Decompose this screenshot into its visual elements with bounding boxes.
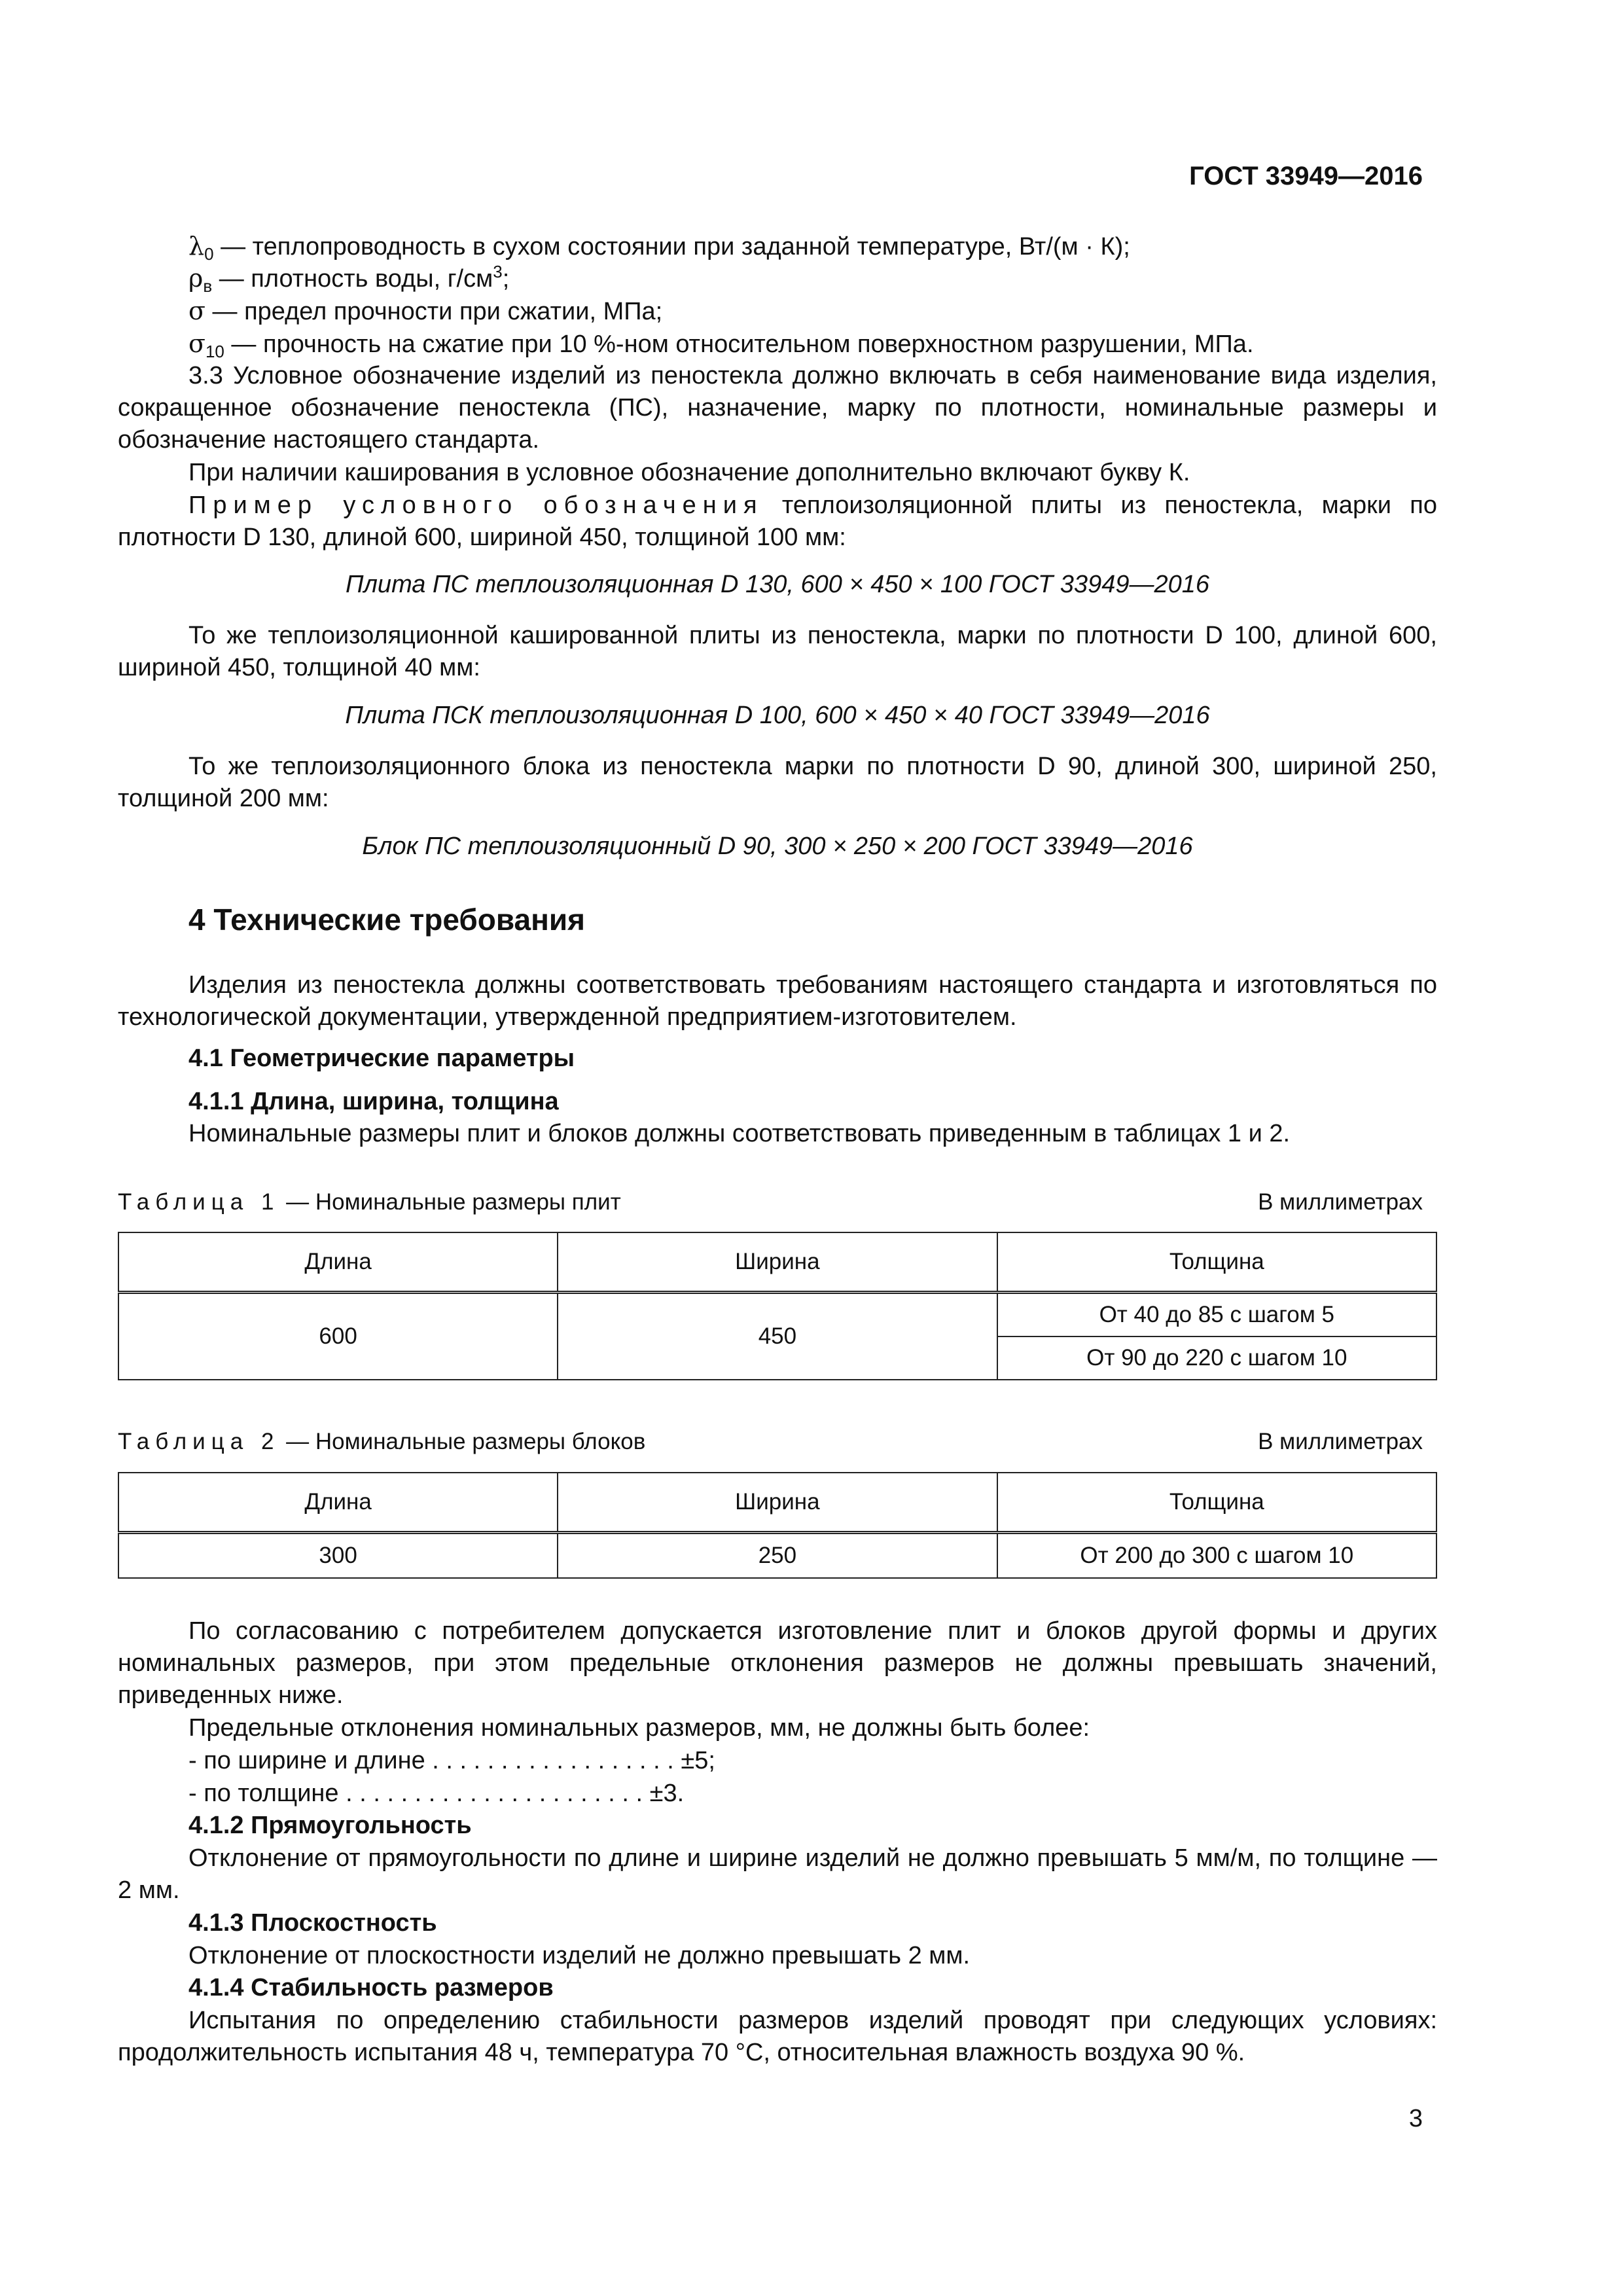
symbol-subscript: 0 [204,244,214,264]
designation-3: Блок ПС теплоизоляционный D 90, 300 × 250 × 200 ГОСТ 33949—2016 [362,833,1193,860]
designation-2: Плита ПСК теплоизоляционная D 100, 600 × 450 × 40 ГОСТ 33949—2016 [345,702,1210,729]
symbol-text: — предел прочности при сжатии, МПа; [205,298,663,325]
designation-1: Плита ПС теплоизоляционная D 130, 600 × 450 × 100 ГОСТ 33949—2016 [345,571,1210,598]
cell-length: 300 [118,1533,558,1579]
example-text: теплоизоляционной плиты из пеностекла, марки по плотности D 130, длиной 600, шириной 450, толщиной 100 мм: [118,492,1437,551]
symbol-glyph: σ [188,329,205,358]
table-row [118,1533,1436,1579]
symbol-glyph: σ [188,296,205,325]
table-1-label: Таблица 1 [118,1189,280,1215]
deviation-label: - по толщине [188,1780,339,1807]
deviation-leader: . . . . . . . . . . . . . . . . . . . . . . [338,1780,650,1807]
section-4-1-1-text: Номинальные размеры плит и блоков должны соответствовать приведенным в таблицах 1 и 2. [188,1120,1291,1147]
example-label: Пример условного обозначения [188,492,764,519]
document-header: ГОСТ 33949—2016 [1189,162,1423,190]
table-1-caption [118,1188,621,1217]
symbol-text: — прочность на сжатие при 10 %-ном относительном поверхностном разрушении, МПа. [224,331,1254,358]
table-header-row [118,1473,1436,1533]
example-paragraph-2: То же теплоизоляционной кашированной плиты из пеностекла, марки по плотности D 100, длиной 600, шириной 450, толщиной 40 мм: [118,622,1437,681]
paragraph-kashirovanie: При наличии каширования в условное обозначение дополнительно включают букву К. [188,459,1190,486]
example-paragraph [118,490,1437,554]
section-4-1-4-title: 4.1.4 Стабильность размеров [188,1974,554,2001]
cell-width: 450 [558,1293,997,1380]
paragraph-3-3: 3.3 Условное обозначение изделий из пеностекла должно включать в себя наименование вида изделия, сокращенное обозначение пеностекла (ПС), назначение, марку по плотности, номинальные размеры и обозначение настоящего стандарта. [118,362,1437,454]
table-1 [118,1232,1437,1380]
section-4-1-3-text: Отклонение от плоскостности изделий не должно превышать 2 мм. [188,1942,971,1969]
symbol-sigma [188,295,1432,328]
symbol-sigma10 [188,328,1432,361]
symbol-glyph: λ [188,232,205,260]
symbol-rho [188,262,1432,295]
deviation-width-length [188,1745,715,1777]
table-2-label: Таблица 2 [118,1429,280,1454]
deviation-value: ±3. [649,1780,685,1807]
cell-width: 250 [558,1533,997,1579]
section-4-1-title: 4.1 Геометрические параметры [188,1045,575,1072]
section-4-title: 4 Технические требования [188,903,585,937]
table-row [118,1293,1436,1337]
header-width: Ширина [558,1232,997,1293]
section-4-1-1-title: 4.1.1 Длина, ширина, толщина [188,1088,559,1115]
table-1-units: В миллиметрах [1258,1189,1423,1215]
symbol-superscript: 3 [493,262,503,281]
paragraph-other-sizes: По согласованию с потребителем допускается изготовление плит и блоков другой формы и других номинальных размеров, при этом предельные отклонения размеров не должны превышать значений, приведенных ниже. [118,1617,1437,1709]
section-4-1-2-title: 4.1.2 Прямоугольность [188,1812,472,1839]
table-header-row [118,1232,1436,1293]
header-thickness: Толщина [997,1473,1436,1533]
header-thickness: Толщина [997,1232,1436,1293]
deviation-thickness [188,1778,684,1810]
deviation-leader: . . . . . . . . . . . . . . . . . . [425,1747,681,1774]
example-paragraph-3: То же теплоизоляционного блока из пеностекла марки по плотности D 90, длиной 300, шириной 250, толщиной 200 мм: [118,753,1437,812]
symbol-subscript: 10 [205,342,224,361]
section-4-1-2-text: Отклонение от прямоугольности по длине и ширине изделий не должно превышать 5 мм/м, по толщине — 2 мм. [118,1844,1437,1904]
page-number: 3 [1408,2105,1423,2132]
table-2-caption [118,1427,645,1456]
deviation-label: - по ширине и длине [188,1747,425,1774]
symbol-glyph: ρ [188,264,204,293]
cell-thickness-2: От 90 до 220 с шагом 10 [997,1336,1436,1380]
symbol-lambda [188,230,1432,263]
deviation-value: ±5; [681,1747,715,1774]
deviations-intro: Предельные отклонения номинальных размеров, мм, не должны быть более: [188,1714,1090,1742]
header-length: Длина [118,1473,558,1533]
table-2-units: В миллиметрах [1258,1429,1423,1454]
header-length: Длина [118,1232,558,1293]
symbol-subscript: в [203,276,213,296]
section-4-1-4-text: Испытания по определению стабильности размеров изделий проводят при следующих условиях: продолжительность испытания 48 ч, температура 70 °С, относительная влажность воздуха 90 %. [118,2007,1437,2066]
symbol-tail: ; [502,265,510,293]
table-2 [118,1472,1437,1579]
section-4-1-3-title: 4.1.3 Плоскостность [188,1909,437,1937]
table-2-title: — Номинальные размеры блоков [279,1429,646,1454]
cell-length: 600 [118,1293,558,1380]
cell-thickness: От 200 до 300 с шагом 10 [997,1533,1436,1579]
header-width: Ширина [558,1473,997,1533]
symbol-text: — теплопроводность в сухом состоянии при заданной температуре, Вт/(м · К); [213,233,1130,260]
section-4-intro: Изделия из пеностекла должны соответствовать требованиям настоящего стандарта и изготовляться по технологической документации, утвержденной предприятием-изготовителем. [118,971,1437,1031]
table-1-title: — Номинальные размеры плит [279,1189,621,1215]
symbol-text: — плотность воды, г/см [212,265,493,293]
cell-thickness-1: От 40 до 85 с шагом 5 [997,1293,1436,1337]
